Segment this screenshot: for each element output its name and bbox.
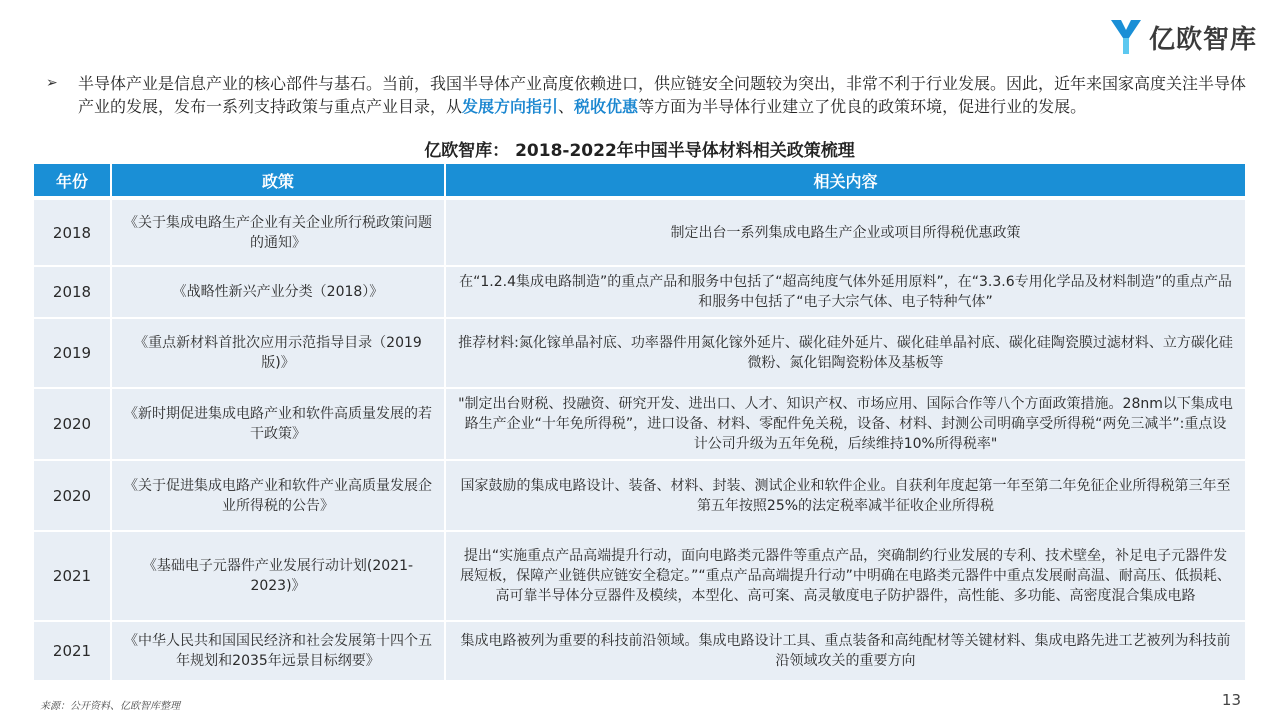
row-policy: 《关于促进集成电路产业和软件产业高质量发展企业所得税的公告》 bbox=[112, 461, 446, 532]
row-year: 2021 bbox=[34, 532, 112, 622]
header-year: 年份 bbox=[34, 164, 112, 200]
row-content: 推荐材料:氮化镓单晶衬底、功率器件用氮化镓外延片、碳化硅外延片、碳化硅单晶衬底、碳化硅陶瓷膜过滤材料、立方碳化硅微粉、氮化铝陶瓷粉体及基板等 bbox=[446, 319, 1245, 389]
row-content: 集成电路被列为重要的科技前沿领域。集成电路设计工具、重点装备和高纯配材等关键材料、集成电路先进工艺被列为科技前沿领域攻关的重要方向 bbox=[446, 622, 1245, 682]
row-content: 国家鼓励的集成电路设计、装备、材料、封装、测试企业和软件企业。自获利年度起第一年至第二年免征企业所得税第三年至第五年按照25%的法定税率减半征收企业所得税 bbox=[446, 461, 1245, 532]
page-number: 13 bbox=[1221, 691, 1241, 709]
header-content: 相关内容 bbox=[446, 164, 1245, 200]
row-content: "制定出台财税、投融资、研究开发、进出口、人才、知识产权、市场应用、国际合作等八个方面政策措施。28nm以下集成电路生产企业“十年免所得税”，进口设备、材料、零配件免关税，设备、材料、封测公司明确享受所得税“两免三减半”:重点设计公司升级为五年免税，后续维持10%所得税率" bbox=[446, 389, 1245, 461]
row-year: 2019 bbox=[34, 319, 112, 389]
logo-text: 亿欧智库 bbox=[1148, 24, 1257, 55]
highlight-tax: 税收优惠 bbox=[574, 97, 639, 116]
brand-logo bbox=[1109, 18, 1257, 56]
row-content: 制定出台一系列集成电路生产企业或项目所得税优惠政策 bbox=[446, 200, 1245, 267]
row-policy: 《中华人民共和国国民经济和社会发展第十四个五年规划和2035年远景目标纲要》 bbox=[112, 622, 446, 682]
row-year: 2018 bbox=[34, 267, 112, 319]
table-row bbox=[34, 200, 1245, 267]
row-year: 2018 bbox=[34, 200, 112, 267]
row-year: 2020 bbox=[34, 461, 112, 532]
table-title: 亿欧智库： 2018-2022年中国半导体材料相关政策梳理 bbox=[424, 141, 855, 161]
row-year: 2021 bbox=[34, 622, 112, 682]
source-note: 来源：公开资料、亿欧智库整理 bbox=[40, 701, 180, 712]
row-policy: 《新时期促进集成电路产业和软件高质量发展的若干政策》 bbox=[112, 389, 446, 461]
row-year: 2020 bbox=[34, 389, 112, 461]
highlight-direction: 发展方向指引 bbox=[462, 97, 559, 116]
intro-text: 半导体产业是信息产业的核心部件与基石。当前，我国半导体产业高度依赖进口，供应链安全问题较为突出，非常不利于行业发展。因此，近年来国家高度关注半导体产业的发展，发布一系列支持政策与重点产业目录，从发展方向指引、税收优惠等方面为半导体行业建立了优良的政策环境，促进行业的发展。 bbox=[78, 74, 1247, 116]
logo-mark-icon bbox=[1109, 18, 1143, 56]
table-row bbox=[34, 461, 1245, 532]
bullet-arrow-icon: ➢ bbox=[46, 75, 58, 91]
table-row bbox=[34, 622, 1245, 682]
table-header-row bbox=[34, 164, 1245, 200]
intro-paragraph bbox=[46, 72, 1246, 118]
row-policy: 《关于集成电路生产企业有关企业所行税政策问题的通知》 bbox=[112, 200, 446, 267]
table-row bbox=[34, 319, 1245, 389]
row-content: 在“1.2.4集成电路制造”的重点产品和服务中包括了“超高纯度气体外延用原料”，在“3.3.6专用化学品及材料制造”的重点产品和服务中包括了“电子大宗气体、电子特种气体” bbox=[446, 267, 1245, 319]
table-row bbox=[34, 532, 1245, 622]
table-row bbox=[34, 267, 1245, 319]
table-row bbox=[34, 389, 1245, 461]
row-policy: 《基础电子元器件产业发展行动计划(2021-2023)》 bbox=[112, 532, 446, 622]
header-policy: 政策 bbox=[112, 164, 446, 200]
row-policy: 《重点新材料首批次应用示范指导目录（2019版)》 bbox=[112, 319, 446, 389]
row-content: 提出“实施重点产品高端提升行动，面向电路类元器件等重点产品，突确制约行业发展的专利、技术壁垒，补足电子元器件发展短板，保障产业链供应链安全稳定。”“重点产品高端提升行动”中明确在电路类元器件中重点发展耐高温、耐高压、低损耗、高可靠半导体分豆器件及模续，本型化、高可案、高灵敏度电子防护器件，高性能、多功能、高密度混合集成电路 bbox=[446, 532, 1245, 622]
row-policy: 《战略性新兴产业分类（2018）》 bbox=[112, 267, 446, 319]
policy-table bbox=[34, 164, 1245, 682]
